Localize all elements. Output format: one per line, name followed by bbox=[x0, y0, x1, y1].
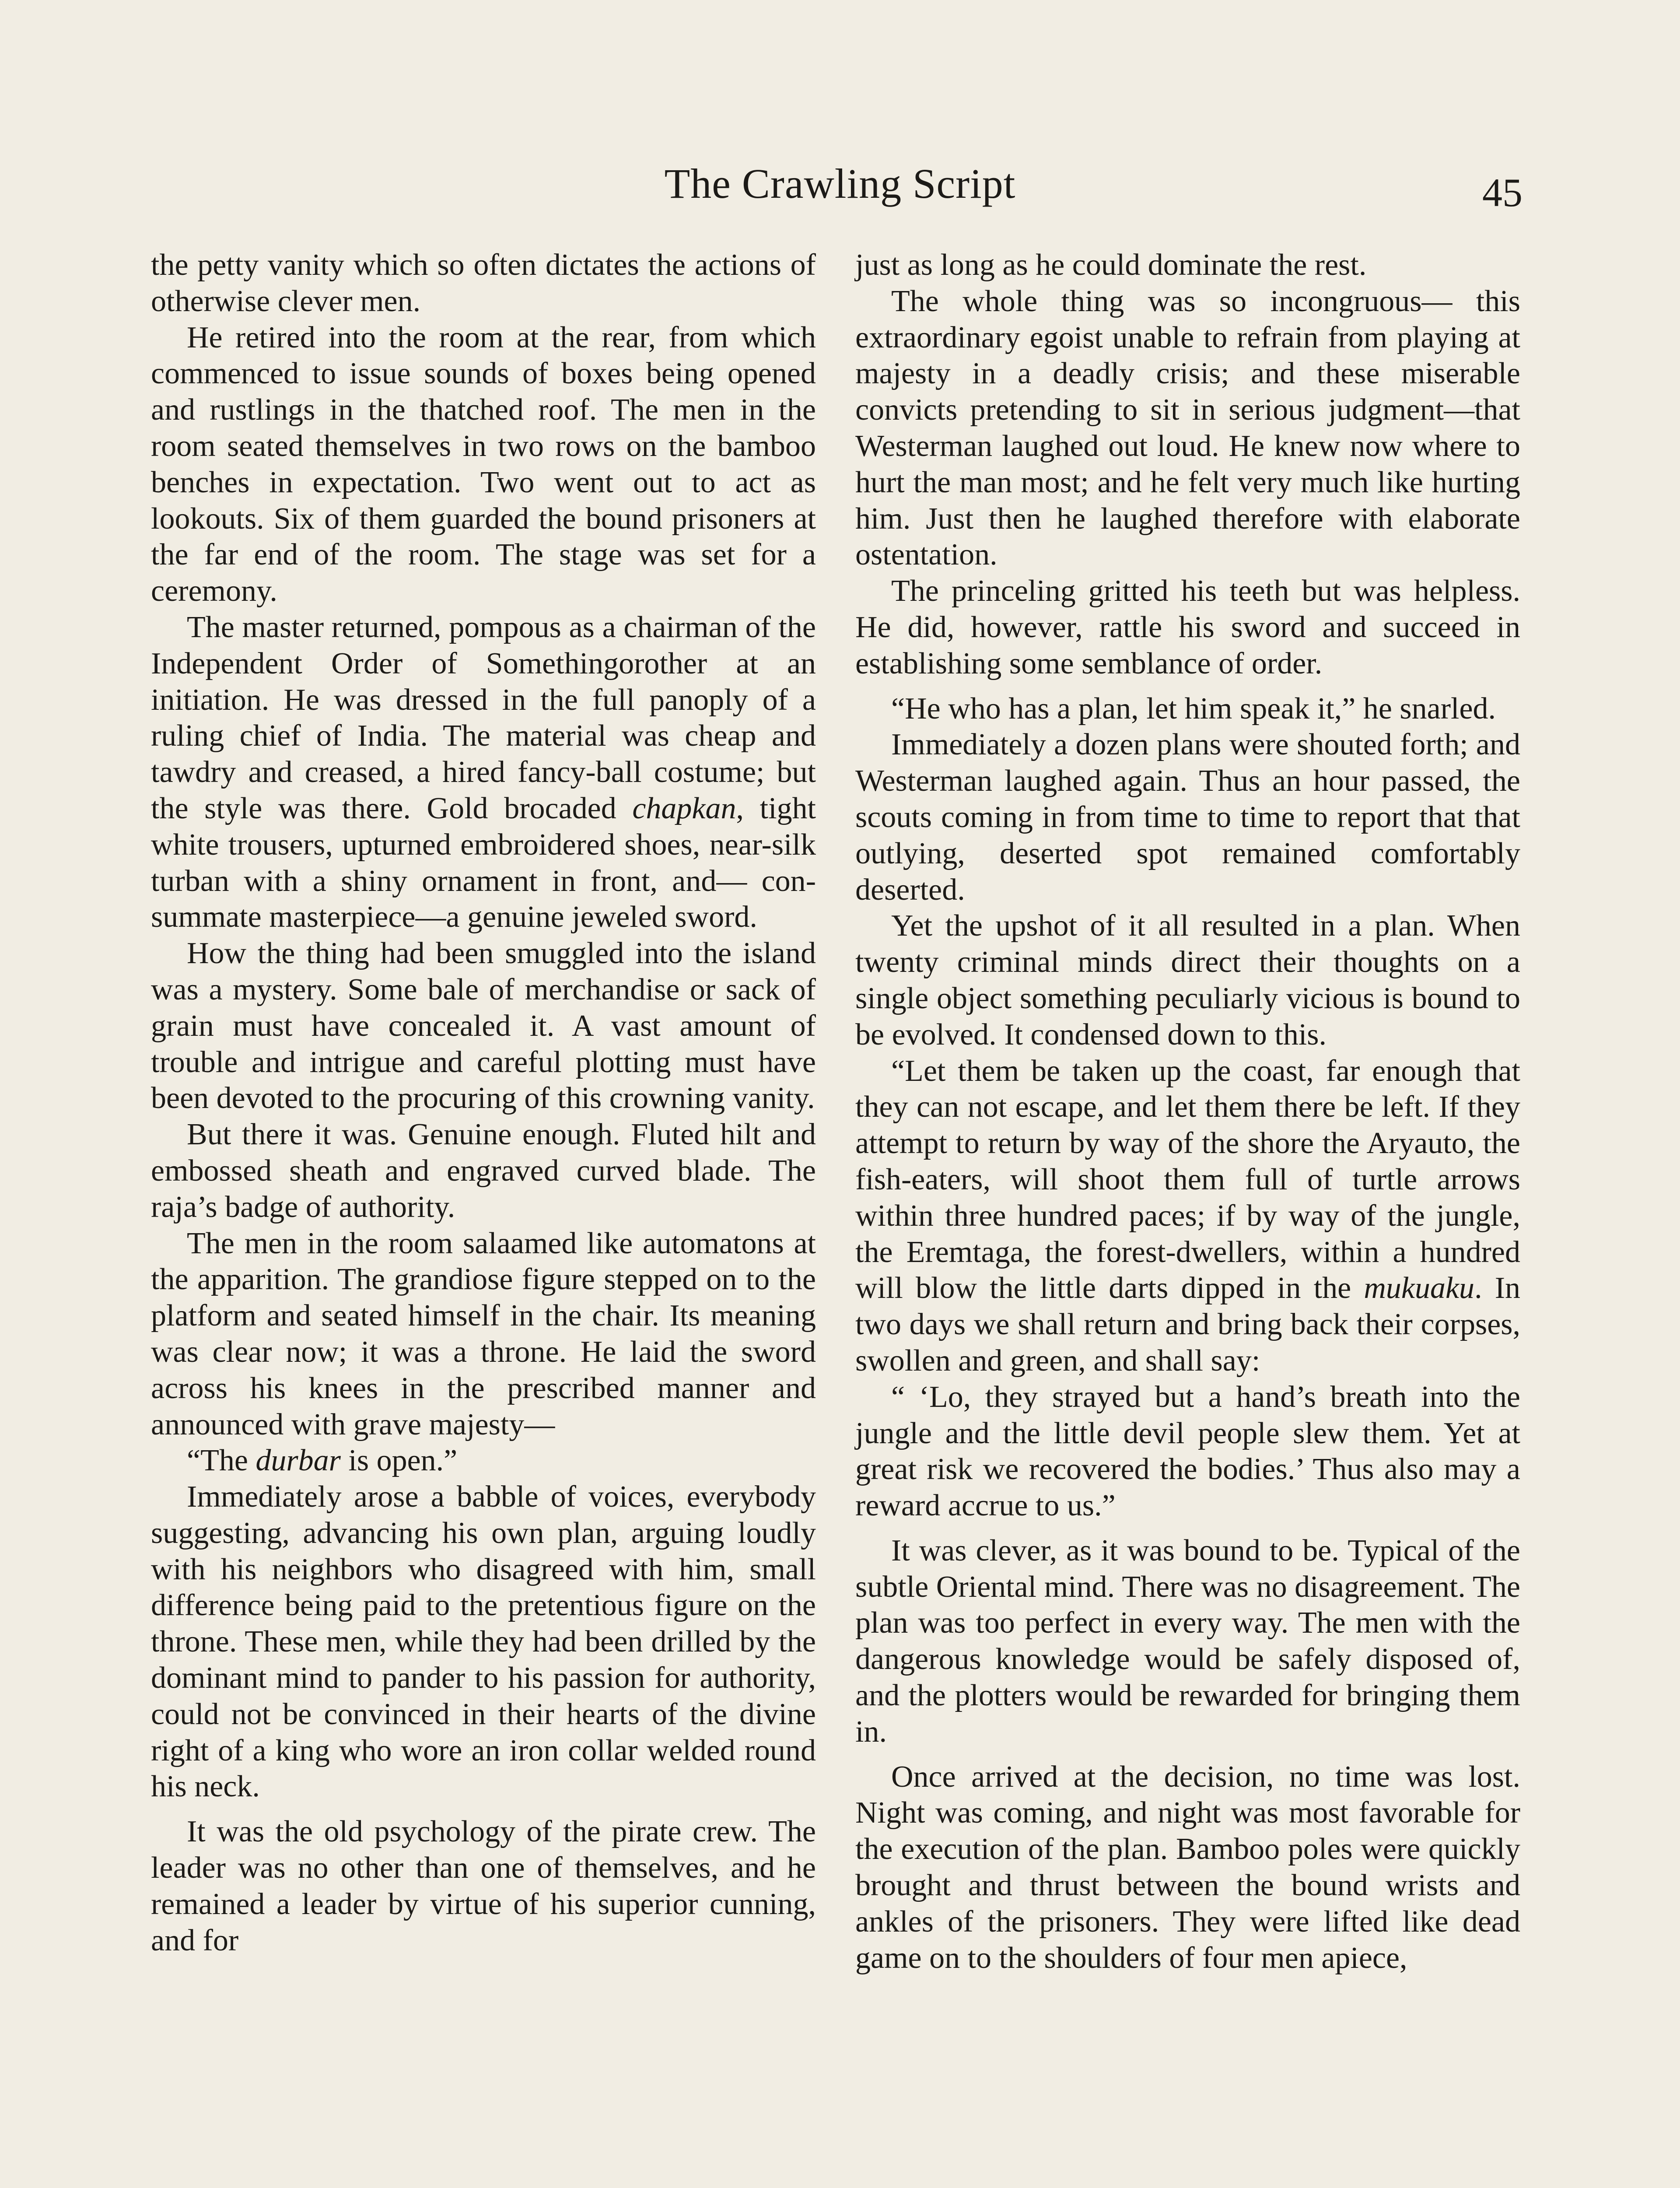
paragraph: How the thing had been smuggled into the island was a mystery. Some bale of merchandise or sack of grain must have concealed it. A vast amount of trouble and intrigue and careful plotting must have been devoted to the procuring of this crowning vanity. bbox=[151, 936, 816, 1115]
paragraph: The men in the room salaamed like automatons at the apparition. The grandiose figure stepped on to the platform and seated himself in the chair. Its meaning was clear now; it was a throne. He laid the sword across his knees in the prescribed manner and announced with grave majesty— bbox=[151, 1226, 816, 1441]
left-column bbox=[151, 247, 816, 1959]
paragraph bbox=[151, 610, 816, 936]
paragraph: The princeling gritted his teeth but was helpless. He did, however, rattle his sword and succeed in establishing some semblance of order. bbox=[855, 574, 1520, 680]
page-header bbox=[0, 155, 1680, 217]
paragraph: It was the old psychology of the pirate crew. The leader was no other than one of themselves, and he remained a leader by virtue of his superior cunning, and for bbox=[151, 1815, 816, 1957]
paragraph: just as long as he could dominate the rest. bbox=[855, 248, 1367, 282]
page-number: 45 bbox=[1482, 170, 1522, 215]
text-run: , tight white trousers, upturned embroidered shoes, near-silk turban with a shiny ornament in front, and— consummate masterpiece—a genuine jeweled sword. bbox=[151, 791, 816, 934]
right-column bbox=[855, 247, 1520, 1976]
paragraph: Immediately a dozen plans were shouted forth; and Westerman laughed again. Thus an hour passed, the scouts coming in from time to time to report that that outlying, deserted spot remained comfortably deserted. bbox=[855, 728, 1520, 907]
paragraph: Once arrived at the decision, no time was lost. Night was coming, and night was most favorable for the execution of the plan. Bamboo poles were quickly brought and thrust between the bound wrists and ankles of the prisoners. They were lifted like dead game on to the shoulders of four men apiece, bbox=[855, 1760, 1520, 1975]
paragraph: Yet the upshot of it all resulted in a plan. When twenty criminal minds direct their thoughts on a single object something peculiarly vicious is bound to be evolved. It condensed down to this. bbox=[855, 909, 1520, 1052]
italic-term: durbar bbox=[256, 1444, 341, 1478]
italic-term: mukuaku bbox=[1364, 1271, 1475, 1305]
italic-term: chapkan bbox=[632, 791, 736, 825]
paragraph: Immediately arose a babble of voices, everybody suggesting, advancing his own plan, arguing loudly with his neighbors who disagreed with him, small difference being paid to the pretentious figure on the throne. These men, while they had been drilled by the dominant mind to pander to his passion for authority, could not be convinced in their hearts of the divine right of a king who wore an iron collar welded round his neck. bbox=[151, 1480, 816, 1804]
paragraph: The whole thing was so incongruous— this extraordinary egoist unable to refrain from playing at majesty in a deadly crisis; and these miserable convicts pretending to sit in serious judgment—that Westerman laughed out loud. He knew now where to hurt the man most; and he felt very much like hurting him. Just then he laughed therefore with elaborate ostentation. bbox=[855, 284, 1520, 572]
paragraph: the petty vanity which so often dictates the actions of otherwise clever men. bbox=[151, 248, 816, 318]
running-title: The Crawling Script bbox=[664, 160, 1016, 207]
text-run: “Let them be taken up the coast, far enough that they can not escape, and let them there be left. If they attempt to return by way of the shore the Aryauto, the fish-eaters, will shoot them full of turtle arrows within three hundred paces; if by way of the jungle, the Eremtaga, the forest-dwellers, within a hundred will blow the little darts dipped in the bbox=[855, 1054, 1520, 1305]
text-run: “The bbox=[187, 1444, 248, 1478]
paragraph: It was clever, as it was bound to be. Typical of the subtle Oriental mind. There was no disagreement. The plan was too perfect in every way. The men with the dangerous knowledge would be safely disposed of, and the plotters would be rewarded for bringing them in. bbox=[855, 1533, 1520, 1749]
paragraph: “ ‘Lo, they strayed but a hand’s breath into the jungle and the little devil people slew them. Yet at great risk we recovered the bodies.’ Thus also may a reward accrue to us.” bbox=[855, 1380, 1520, 1523]
text-run: . In two days we shall return and bring back their corpses, swollen and green, and shall say: bbox=[855, 1271, 1521, 1378]
paragraph bbox=[151, 1443, 816, 1479]
paragraph: But there it was. Genuine enough. Fluted hilt and embossed sheath and engraved curved blade. The raja’s badge of authority. bbox=[151, 1118, 816, 1224]
paragraph: “He who has a plan, let him speak it,” he snarled. bbox=[891, 691, 1496, 726]
text-run: is open.” bbox=[348, 1444, 458, 1478]
text-run: The master returned, pompous as a chairman of the Independent Order of Somethingorother at an initiation. He was dressed in the full panoply of a ruling chief of India. The material was cheap and tawdry and creased, a hired fancy-ball costume; but the style was there. Gold brocaded bbox=[151, 610, 816, 825]
paragraph: He retired into the room at the rear, from which commenced to issue sounds of boxes being opened and rustlings in the thatched roof. The men in the room seated themselves in two rows on the bamboo benches in expectation. Two went out to act as lookouts. Six of them guarded the bound prisoners at the far end of the room. The stage was set for a ceremony. bbox=[151, 320, 816, 608]
paragraph bbox=[855, 1053, 1520, 1379]
